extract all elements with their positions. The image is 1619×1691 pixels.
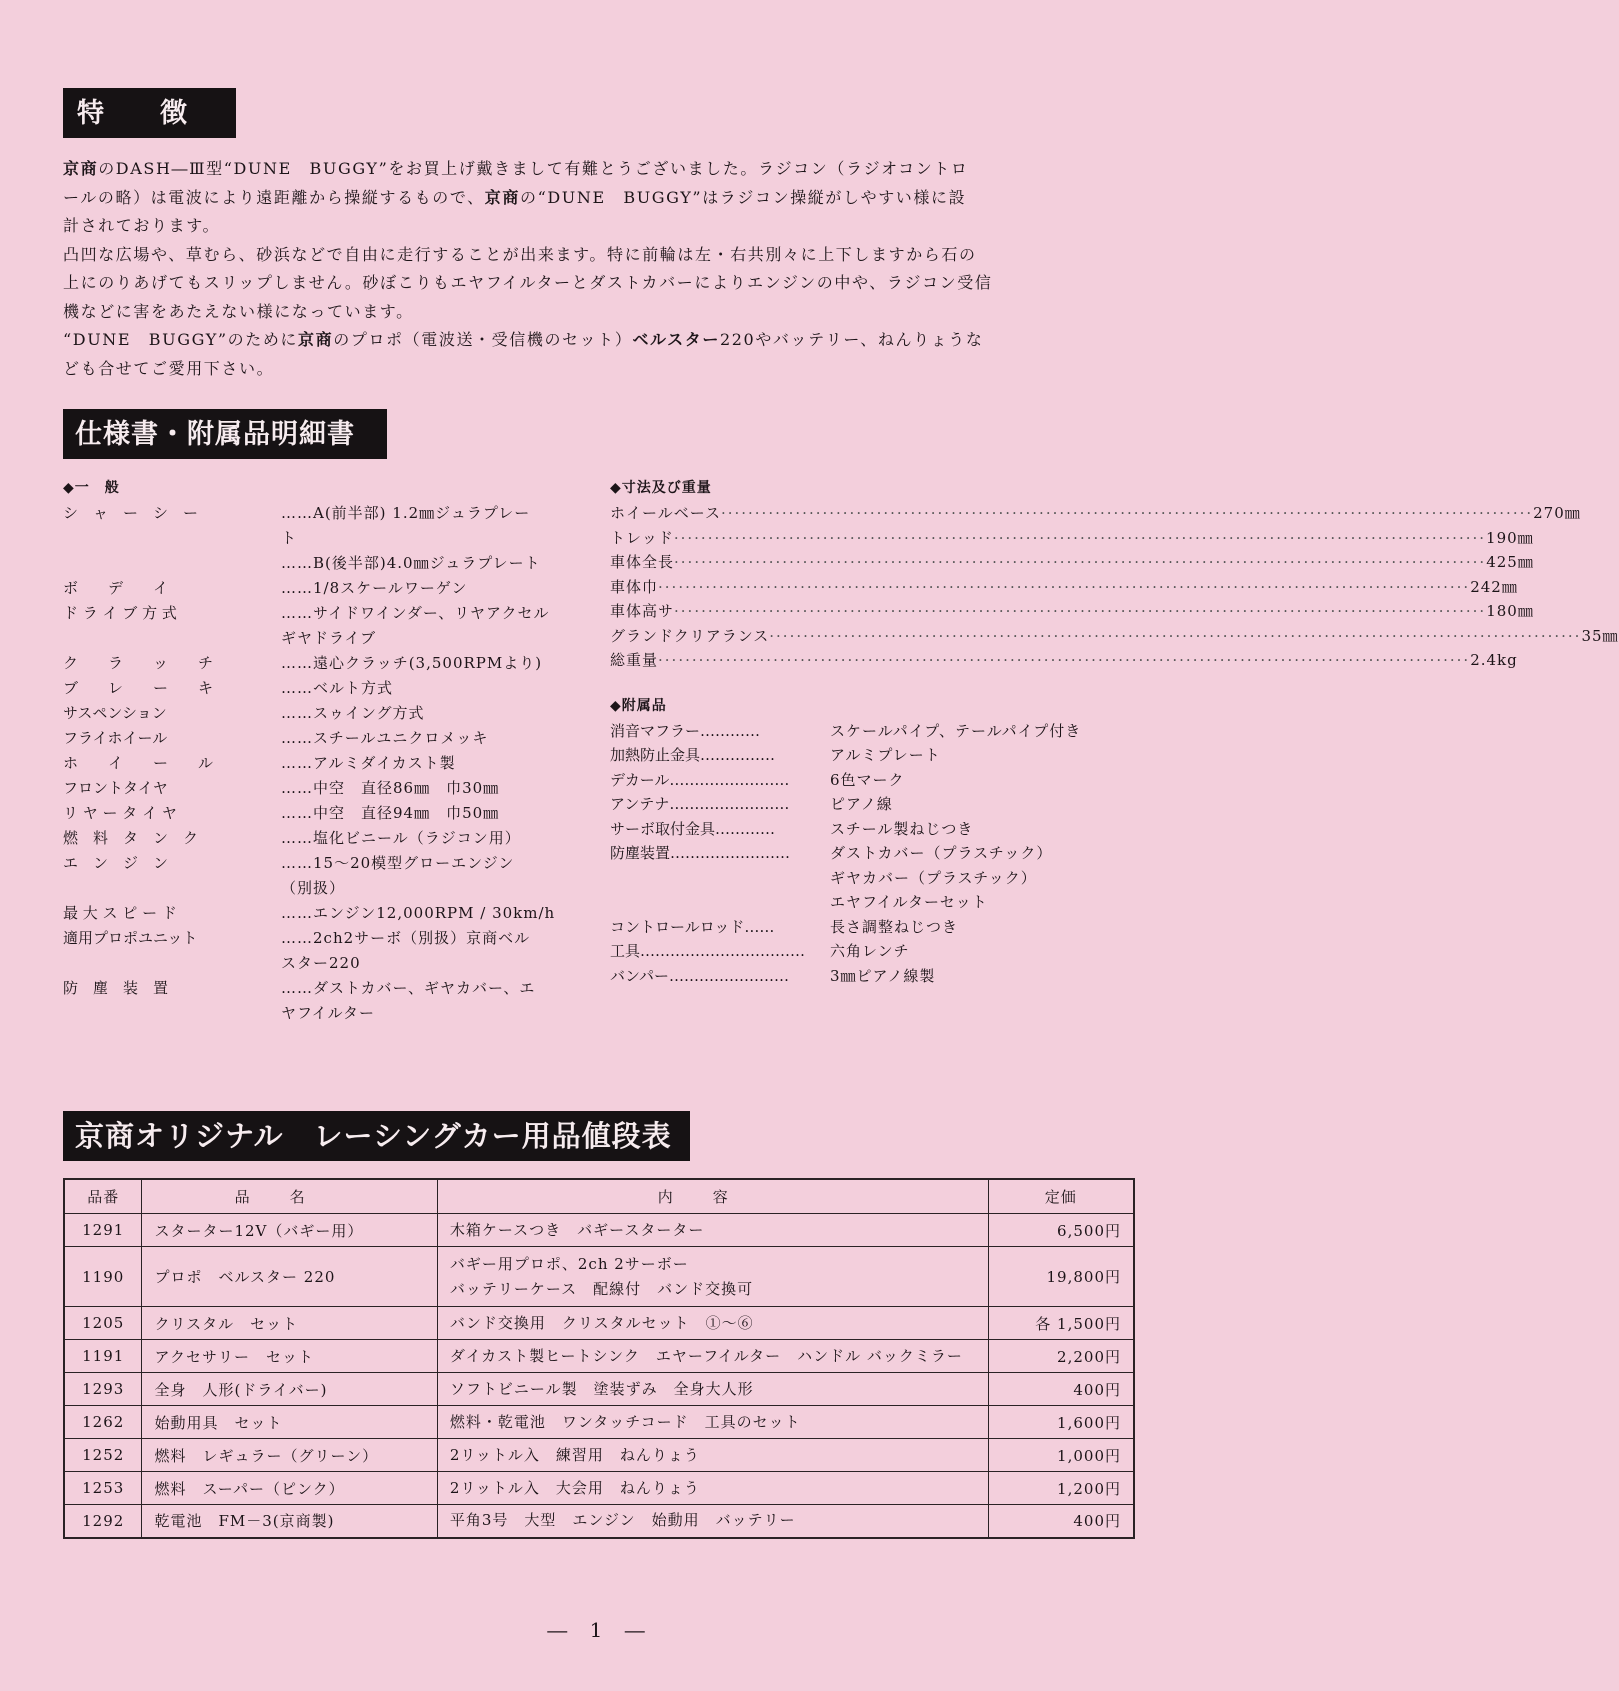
intro-line	[63, 155, 1113, 184]
dimension-label: トレッド	[610, 528, 674, 547]
spec-label	[63, 551, 281, 576]
spec-value: ……塩化ビニール（ラジコン用）	[281, 829, 521, 847]
table-row	[64, 1439, 1134, 1472]
accessory-row	[610, 817, 1110, 842]
table-row	[64, 1247, 1134, 1307]
item-number: 1191	[64, 1340, 142, 1373]
spec-label: ク ラ ッ チ	[63, 654, 214, 672]
accessory-value: アルミプレート	[830, 746, 941, 764]
spec-label: ブ レ ー キ	[63, 679, 214, 697]
accessory-label: 工具……………………………	[610, 942, 806, 960]
dimension-row	[610, 575, 1518, 600]
brand-name: 京商	[484, 187, 520, 207]
item-number: 1190	[64, 1247, 142, 1307]
spec-label: エ ン ジ ン	[63, 854, 169, 872]
features-heading	[63, 88, 236, 138]
item-price: 400円	[988, 1505, 1134, 1538]
item-price: 19,800円	[988, 1247, 1134, 1307]
accessory-value: スケールパイプ、テールパイプ付き	[830, 721, 1082, 740]
price-table-header-row	[64, 1179, 1134, 1214]
spec-label: 防 塵 装 置	[63, 979, 169, 997]
item-name: クリスタル セット	[142, 1307, 437, 1340]
spec-label: 最 大 ス ピ ー ド	[63, 904, 177, 922]
item-name: 乾電池 FM－3(京商製)	[142, 1505, 437, 1538]
item-name: 全身 人形(ドライバー)	[142, 1373, 437, 1406]
spec-label: 適用プロポユニット	[63, 929, 198, 947]
dimension-label: 車体高サ	[610, 602, 675, 620]
accessory-row	[610, 964, 1110, 989]
accessory-label: デカール……………………	[610, 770, 790, 789]
dimension-label: 車体全長	[610, 553, 675, 571]
intro-line: 凸凹な広場や、草むら、砂浜などで自由に走行することが出来ます。特に前輪は左・右共別々に上下しますから石の	[63, 244, 977, 264]
product-name: ベルスター	[632, 330, 720, 349]
item-number: 1262	[64, 1406, 142, 1439]
accessory-row	[610, 915, 1110, 940]
accessory-label: サーボ取付金具…………	[610, 819, 776, 838]
spec-label: フライホイール	[63, 729, 168, 747]
spec-label: シ ャ ー シ ー	[63, 504, 199, 522]
item-number: 1253	[64, 1472, 142, 1505]
spec-row	[63, 926, 583, 976]
table-row	[64, 1340, 1134, 1373]
item-contents: ソフトビニール製 塗装ずみ 全身大人形	[437, 1373, 988, 1406]
spec-value: ……A(前半部) 1.2㎜ジュラプレー ト	[281, 504, 531, 547]
item-price: 2,200円	[988, 1340, 1134, 1373]
item-price: 1,600円	[988, 1406, 1134, 1439]
spec-value: ……B(後半部)4.0㎜ジュラプレート	[281, 554, 541, 572]
item-name: 燃料 スーパー（ピンク）	[142, 1472, 437, 1505]
accessory-row	[610, 768, 1110, 793]
item-name: 燃料 レギュラー（グリーン）	[142, 1439, 437, 1472]
item-contents: 平角3号 大型 エンジン 始動用 バッテリー	[437, 1505, 988, 1538]
header-price: 定価	[988, 1179, 1134, 1214]
accessory-value: 6色マーク	[830, 770, 905, 789]
dimension-label: ホイールベース	[610, 504, 721, 522]
spec-row	[63, 551, 583, 576]
accessory-label: 防塵装置……………………	[610, 844, 791, 862]
dimension-row	[610, 599, 1534, 624]
dimension-label: 車体巾	[610, 577, 659, 596]
dot-leader: ························································································································	[658, 651, 1471, 669]
dimensions-list	[610, 501, 1619, 673]
dot-leader: ························································································································	[674, 602, 1487, 620]
spec-row	[63, 651, 583, 676]
item-contents: 燃料・乾電池 ワンタッチコード 工具のセット	[437, 1406, 988, 1439]
dimension-row	[610, 624, 1619, 649]
intro-text-span: の“DUNE BUGGY”はラジコン操縦がしやすい様に設	[519, 187, 967, 207]
spec-row	[63, 726, 583, 751]
spec-label: ホ イ ー ル	[63, 754, 214, 772]
spec-row	[63, 801, 583, 826]
dimension-row	[610, 550, 1534, 575]
accessory-row	[610, 743, 1110, 768]
accessory-value: 3㎜ピアノ線製	[830, 966, 936, 985]
dimension-row	[610, 501, 1581, 526]
brand-name: 京商	[298, 330, 334, 349]
spec-value: ……15～20模型グローエンジン （別扱）	[281, 854, 515, 897]
spec-value: ……エンジン12,000RPM / 30km/h	[281, 904, 556, 922]
dimension-value: 242㎜	[1470, 577, 1518, 596]
spec-row	[63, 501, 583, 551]
spec-heading: 仕様書・附属品明細書	[63, 409, 387, 459]
accessory-row	[610, 841, 1110, 915]
spec-label: ド ラ イ ブ 方 式	[63, 604, 177, 622]
accessory-label: 消音マフラー…………	[610, 721, 761, 740]
spec-value: ……スゥイング方式	[281, 704, 425, 722]
features-heading-char-1: 特	[77, 97, 105, 129]
spec-label: 燃 料 タ ン ク	[63, 829, 199, 847]
brand-name: 京商	[63, 159, 99, 178]
item-contents: ダイカスト製ヒートシンク エヤーフイルター ハンドル バックミラー	[437, 1340, 988, 1373]
accessories-heading: ◆附属品	[610, 697, 667, 714]
spec-value: ……ベルト方式	[281, 679, 394, 697]
accessory-value: 長さ調整ねじつき	[830, 917, 959, 936]
accessory-value: ピアノ線	[830, 795, 893, 813]
intro-line	[63, 184, 1113, 213]
accessory-label: 加熱防止金具……………	[610, 746, 776, 764]
general-specs	[63, 475, 583, 1026]
spec-row	[63, 901, 583, 926]
item-number: 1291	[64, 1214, 142, 1247]
features-heading-char-2: 徴	[160, 97, 188, 129]
spec-row	[63, 751, 583, 776]
right-specs	[610, 475, 1619, 988]
item-contents: 2リットル入 大会用 ねんりょう	[437, 1472, 988, 1505]
item-name: 始動用具 セット	[142, 1406, 437, 1439]
accessory-label: アンテナ……………………	[610, 795, 790, 813]
dimension-row	[610, 526, 1534, 551]
spec-value: ……遠心クラッチ(3,500RPMより)	[281, 654, 543, 672]
item-name: プロポ ベルスター 220	[142, 1247, 437, 1307]
item-number: 1252	[64, 1439, 142, 1472]
dimension-row	[610, 648, 1518, 673]
dimension-value: 425㎜	[1486, 553, 1534, 571]
item-contents: 2リットル入 練習用 ねんりょう	[437, 1439, 988, 1472]
item-price: 6,500円	[988, 1214, 1134, 1247]
dimension-label: 総重量	[610, 651, 659, 669]
intro-text-span: “DUNE BUGGY”のために	[63, 330, 299, 349]
intro-line	[63, 326, 1113, 355]
item-contents: バギー用プロポ、2ch 2サーボー バッテリーケース 配線付 バンド交換可	[437, 1247, 988, 1307]
intro-line: ども合せてご愛用下さい。	[63, 358, 275, 378]
item-number: 1292	[64, 1505, 142, 1538]
table-row	[64, 1214, 1134, 1247]
dimension-value: 2.4kg	[1470, 651, 1518, 669]
table-row	[64, 1373, 1134, 1406]
dimension-value: 270㎜	[1533, 504, 1581, 522]
item-name: スターター12V（バギー用）	[142, 1214, 437, 1247]
spec-row	[63, 826, 583, 851]
accessory-row	[610, 939, 1110, 964]
item-contents: 木箱ケースつき バギースターター	[437, 1214, 988, 1247]
intro-text	[63, 155, 1113, 383]
price-table-body	[64, 1214, 1134, 1538]
dot-leader: ························································································································	[769, 626, 1582, 645]
item-name: アクセサリー セット	[142, 1340, 437, 1373]
accessory-label: バンパー……………………	[610, 966, 789, 985]
accessory-label: コントロールロッド……	[610, 917, 775, 936]
dimension-value: 190㎜	[1486, 528, 1534, 547]
general-heading: ◆一 般	[63, 480, 120, 496]
page-number: ― 1 ―	[547, 1618, 653, 1642]
intro-text-span: 220やバッテリー、ねんりょうな	[719, 330, 984, 349]
accessory-value: ダストカバー（プラスチック） ギヤカバー（プラスチック） エヤフイルターセット	[830, 844, 1053, 911]
spec-row	[63, 976, 583, 1026]
dot-leader: ························································································································	[674, 553, 1487, 571]
dimension-value: 35㎜	[1581, 626, 1619, 645]
item-price: 1,000円	[988, 1439, 1134, 1472]
spec-row	[63, 776, 583, 801]
accessory-value: スチール製ねじつき	[830, 819, 974, 838]
spec-value: ……1/8スケールワーゲン	[281, 579, 468, 597]
spec-value: ……サイドワインダー、リヤアクセル ギヤドライブ	[281, 604, 550, 647]
item-price: 1,200円	[988, 1472, 1134, 1505]
spec-row	[63, 576, 583, 601]
table-row	[64, 1472, 1134, 1505]
spec-row	[63, 851, 583, 901]
intro-line: 上にのりあげてもスリップしません。砂ぼこりもエヤフイルターとダストカバーによりエンジンの中や、ラジコン受信	[63, 273, 993, 292]
price-list-heading: 京商オリジナル レーシングカー用品値段表	[63, 1111, 690, 1161]
general-spec-list	[63, 501, 583, 1026]
spec-label: サスペンション	[63, 704, 167, 722]
spec-value: ……中空 直径94㎜ 巾50㎜	[281, 804, 500, 822]
table-row	[64, 1307, 1134, 1340]
table-row	[64, 1505, 1134, 1538]
spec-label: ボ デ イ	[63, 579, 169, 597]
dimensions-heading: ◆寸法及び重量	[610, 480, 712, 496]
spec-row	[63, 701, 583, 726]
item-price: 400円	[988, 1373, 1134, 1406]
header-item-name: 品名	[142, 1179, 437, 1214]
spec-value: ……2ch2サーボ（別扱）京商ベル スター220	[281, 929, 531, 972]
spec-value: ……中空 直径86㎜ 巾30㎜	[281, 779, 500, 797]
dot-leader: ························································································································	[720, 504, 1534, 522]
accessory-row	[610, 719, 1110, 744]
spec-label: フロントタイヤ	[63, 779, 168, 797]
dot-leader: ························································································································	[673, 528, 1487, 547]
spec-row	[63, 601, 583, 651]
spec-row	[63, 676, 583, 701]
accessory-value: 六角レンチ	[830, 942, 910, 960]
spec-value: ……アルミダイカスト製	[281, 754, 456, 772]
intro-text-span: のプロポ（電波送・受信機のセット）	[333, 330, 633, 349]
header-item-number: 品番	[64, 1179, 142, 1214]
spec-value: ……スチールユニクロメッキ	[281, 729, 489, 747]
accessories-list	[610, 719, 1110, 989]
table-row	[64, 1406, 1134, 1439]
item-contents: バンド交換用 クリスタルセット ①～⑥	[437, 1307, 988, 1340]
intro-line: 計されております。	[63, 216, 221, 235]
item-price: 各 1,500円	[988, 1307, 1134, 1340]
intro-text-span: ールの略）は電波により遠距離から操縦するもので、	[63, 187, 485, 207]
item-number: 1205	[64, 1307, 142, 1340]
intro-text-span: のDASH―Ⅲ型“DUNE BUGGY”をお買上げ戴きまして有難とうございました。ラジコン（ラジオコントロ	[98, 159, 969, 178]
dimension-value: 180㎜	[1486, 602, 1534, 620]
dimension-label: グランドクリアランス	[610, 626, 770, 645]
intro-line: 機などに害をあたえない様になっています。	[63, 301, 414, 321]
accessory-row	[610, 792, 1110, 817]
spec-label: リ ヤ ー タ イ ヤ	[63, 804, 177, 822]
item-number: 1293	[64, 1373, 142, 1406]
price-table	[63, 1178, 1135, 1539]
spec-value: ……ダストカバー、ギヤカバー、エ ヤフイルター	[281, 979, 536, 1022]
dot-leader: ························································································································	[658, 577, 1471, 596]
header-contents: 内容	[437, 1179, 988, 1214]
